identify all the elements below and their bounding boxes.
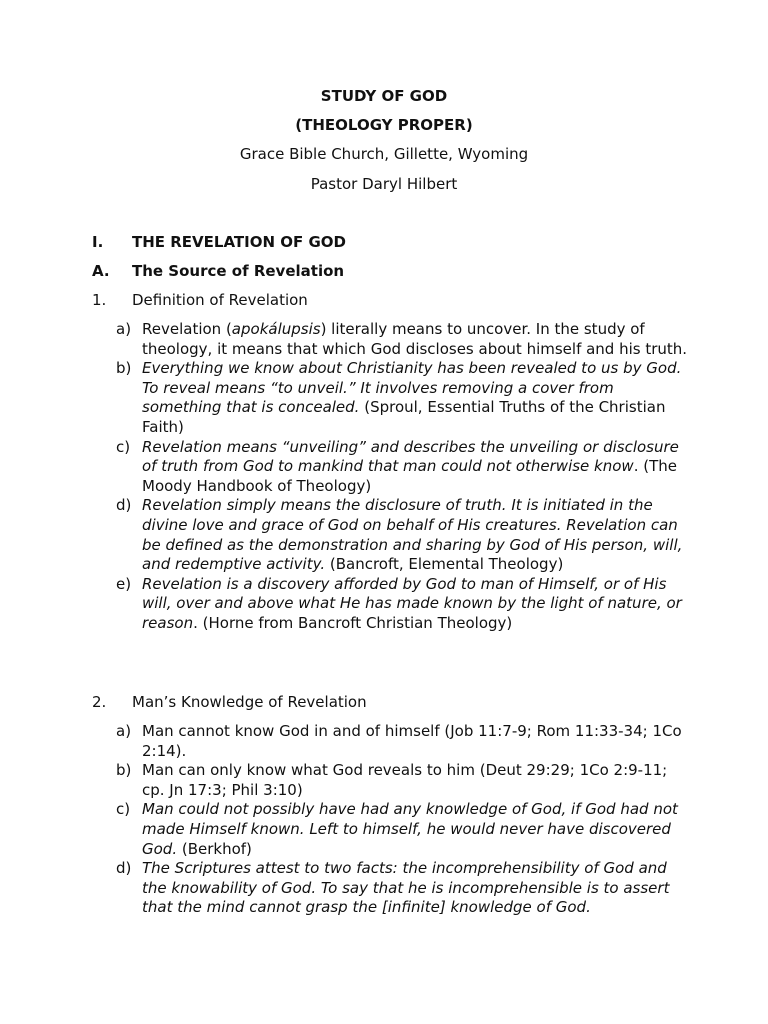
list-marker: c)	[116, 800, 131, 819]
list-item	[116, 761, 691, 800]
list-item	[116, 359, 691, 437]
list-item	[116, 859, 691, 918]
list-marker: d)	[116, 496, 132, 515]
list-marker: d)	[116, 859, 132, 878]
knowledge-list	[116, 722, 691, 918]
list-marker: a)	[116, 320, 132, 338]
list-item	[116, 575, 691, 634]
pastor-name: Pastor Daryl Hilbert	[310, 175, 458, 193]
item-text: ) literally means to uncover. In the study of theology, it means that which God discloses about himself and his truth.	[142, 320, 688, 358]
section-title: The Source of Revelation	[132, 262, 345, 280]
list-item	[116, 438, 691, 497]
list-item	[116, 496, 691, 574]
section-number: A.	[92, 262, 110, 280]
church-name: Grace Bible Church, Gillette, Wyoming	[239, 145, 529, 163]
item-citation: (Berkhof)	[177, 839, 252, 858]
section-number: I.	[92, 233, 104, 251]
point-title: Man’s Knowledge of Revelation	[132, 693, 367, 711]
point-title: Definition of Revelation	[132, 291, 308, 309]
item-italic-text: Man could not possibly have had any knowledge of God, if God had not made Himself known. Left to himself, he would never have discovered God.	[142, 800, 678, 858]
list-item	[116, 320, 691, 359]
item-citation: . (Horne from Bancroft Christian Theology)	[193, 613, 513, 632]
item-italic-text: apokálupsis	[231, 320, 321, 338]
item-text: Man can only know what God reveals to him (Deut 29:29; 1Co 2:9-11; cp. Jn 17:3; Phil 3:10)	[142, 761, 668, 799]
item-italic-text: Revelation is a discovery afforded by God to man of Himself, or of His will, over and above what He has made known by the light of nature, or reason	[142, 574, 682, 632]
item-citation: (Bancroft, Elemental Theology)	[325, 555, 564, 574]
list-marker: e)	[116, 574, 132, 593]
list-item	[116, 800, 691, 859]
item-citation: . (The Moody Handbook of Theology)	[142, 457, 677, 495]
point-number: 1.	[92, 291, 107, 309]
item-italic-text: The Scriptures attest to two facts: the incomprehensibility of God and the knowability of God. To say that he is incomprehensible is to assert that the mind cannot grasp the [infinite] knowledge of God.	[142, 859, 670, 917]
item-citation: (Sproul, Essential Truths of the Christian Faith)	[142, 398, 666, 436]
document-title: STUDY OF GOD	[320, 87, 448, 105]
list-marker: b)	[116, 359, 132, 378]
item-text: Man cannot know God in and of himself (Job 11:7-9; Rom 11:33-34; 1Co 2:14).	[142, 722, 682, 760]
list-marker: b)	[116, 761, 132, 780]
item-italic-text: Revelation simply means the disclosure of truth. It is initiated in the divine love and grace of God on behalf of His creatures. Revelation can be defined as the demonstration and sharing by God of His person, will, and redemptive activity.	[142, 496, 683, 574]
definition-list	[116, 320, 691, 634]
item-text: Revelation (	[142, 320, 232, 338]
section-title: THE REVELATION OF GOD	[132, 233, 346, 251]
item-italic-text: Everything we know about Christianity has been revealed to us by God. To reveal means “to unveil.” It involves removing a cover from something that is concealed.	[142, 359, 682, 417]
document-subtitle: (THEOLOGY PROPER)	[295, 116, 473, 134]
point-number: 2.	[92, 693, 107, 711]
item-italic-text: Revelation means “unveiling” and describes the unveiling or disclosure of truth from God to mankind that man could not otherwise know	[142, 437, 679, 476]
list-marker: a)	[116, 722, 132, 740]
list-marker: c)	[116, 437, 131, 456]
list-item	[116, 722, 691, 761]
